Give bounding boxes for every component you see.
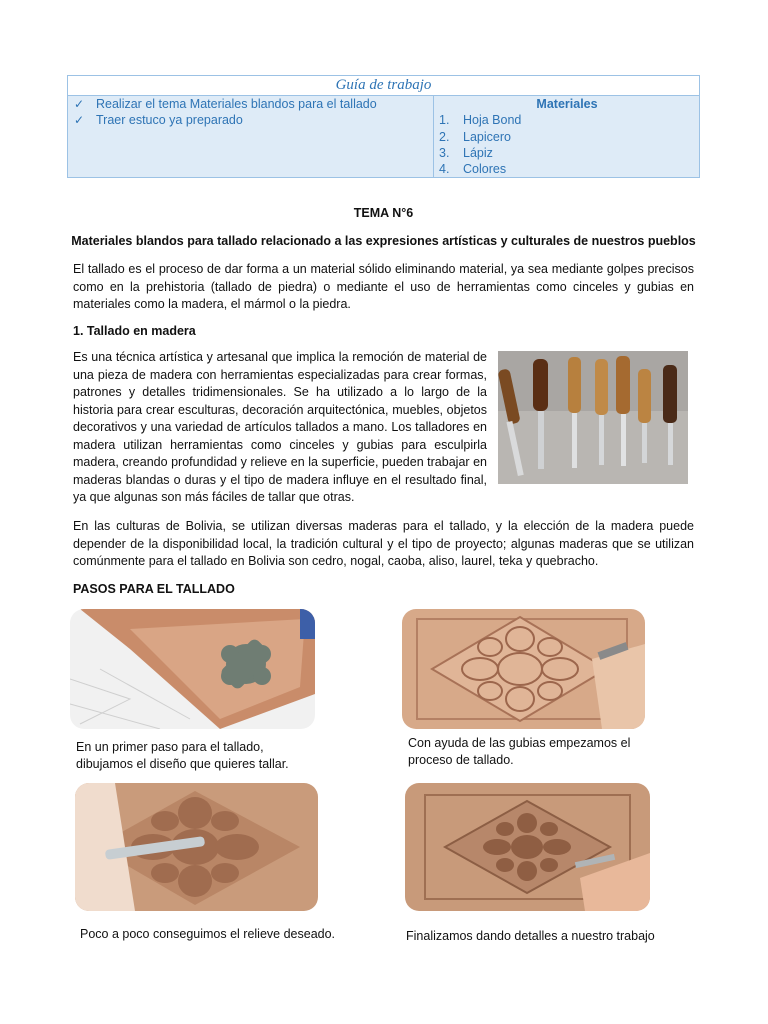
intro-paragraph: El tallado es el proceso de dar forma a un material sólido eliminando material, ya sea mediante golpes precisos como en la prehistoria (tallado de piedra) o mediante el uso de herramientas como cinceles y gubias en materiales como la madera, el mármol o la piedra. [73, 262, 694, 311]
tasks-cell [68, 96, 434, 178]
work-guide-table [67, 75, 700, 178]
step-2-caption: Con ayuda de las gubias empezamos el proceso de tallado. [408, 736, 631, 767]
material-item: 4. Colores [439, 162, 507, 176]
checkmark-icon: ✓ [74, 113, 85, 127]
material-item: 3. Lápiz [439, 146, 493, 160]
material-item: 1. Hoja Bond [439, 113, 522, 127]
section-heading: 1. Tallado en madera [73, 324, 196, 338]
step-1-photo [70, 609, 315, 729]
theme-title: TEMA N°6 [353, 206, 414, 220]
step-2-photo [402, 609, 645, 729]
material-item: 2. Lapicero [439, 130, 511, 144]
steps-heading: PASOS PARA EL TALLADO [73, 582, 235, 596]
carving-tools-photo [498, 351, 688, 484]
materials-heading: Materiales [536, 97, 598, 111]
work-guide-title: Guía de trabajo [68, 76, 699, 96]
task-item: ✓ Traer estuco ya preparado [74, 113, 243, 127]
step-1-caption: En un primer paso para el tallado, dibujamos el diseño que quieres tallar. [76, 740, 289, 771]
bolivia-paragraph: En las culturas de Bolivia, se utilizan diversas maderas para el tallado, y la elección de la madera puede depender de la disponibilidad local, la tradición cultural y el tipo de proyecto; algunas maderas que se utilizan comúnmente para el tallado en Bolivia son cedro, nogal, caoba, aliso, laurel, teka y quebracho. [73, 519, 694, 568]
step-3-photo [75, 783, 318, 911]
checkmark-icon: ✓ [74, 97, 85, 111]
document-subtitle: Materiales blandos para tallado relacionado a las expresiones artísticas y culturales de nuestros pueblos [71, 234, 696, 248]
wood-carving-paragraph: Es una técnica artística y artesanal que implica la remoción de material de una pieza de madera con herramientas especializadas para crear formas, patrones y detalles tridimensionales. Se ha utilizado a lo largo de la historia para crear esculturas, decoración arquitectónica, muebles, objetos decorativos y una variedad de artículos tallados a mano. Los talladores en madera utilizan herramientas como cinceles y gubias para esculpirla madera, creando profundidad y relieve en la superficie, pueden trabajar en maderas blandas o duras y el tipo de madera influye en el resultado final, ya que algunas son más fáciles de tallar que otras. [73, 350, 487, 504]
task-item: ✓ Realizar el tema Materiales blandos para el tallado [74, 97, 377, 111]
step-3-caption: Poco a poco conseguimos el relieve deseado. [80, 927, 336, 941]
materials-cell [434, 96, 700, 178]
step-4-photo [405, 783, 650, 911]
step-4-caption: Finalizamos dando detalles a nuestro trabajo [406, 929, 655, 943]
